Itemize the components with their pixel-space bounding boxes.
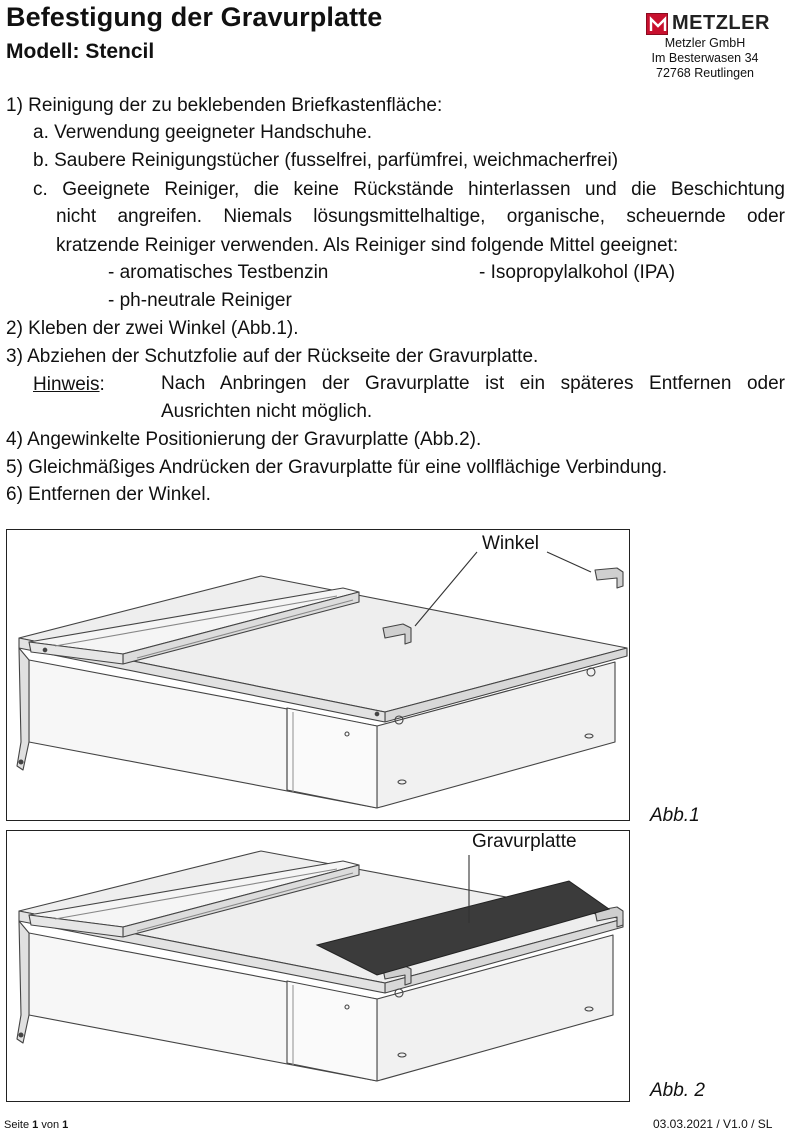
page-subtitle: Modell: Stencil [6, 40, 155, 63]
figure-1 [6, 529, 630, 821]
step-1b: b. Saubere Reinigungstücher (fusselfrei, parfümfrei, weichmacherfrei) [33, 150, 619, 171]
company-logo [646, 12, 770, 35]
step-1c-line: nicht angreifen. Niemals lösungsmittelhaltige, organische, scheuernde oder [56, 206, 785, 227]
figure-2-caption: Abb. 2 [650, 1080, 705, 1101]
mailbox-winkel-drawing [7, 530, 629, 820]
step-6: 6) Entfernen der Winkel. [6, 484, 211, 505]
step-1a: a. Verwendung geeigneter Handschuhe. [33, 122, 373, 143]
cleaner-item: - aromatisches Testbenzin [108, 262, 329, 283]
step-1c-cont [56, 203, 785, 231]
company-address [640, 36, 770, 81]
address-line: 72768 Reutlingen [656, 66, 754, 80]
winkel-callout: Winkel [482, 533, 540, 554]
hinweis-colon: : [99, 374, 105, 395]
step-2: 2) Kleben der zwei Winkel (Abb.1). [6, 318, 299, 339]
page-number [4, 1119, 68, 1131]
hinweis-line: Nach Anbringen der Gravurplatte ist ein späteres Entfernen oder [161, 373, 785, 394]
page-current: 1 [32, 1119, 39, 1131]
hinweis-label [33, 374, 105, 396]
mailbox-gravurplatte-drawing [7, 831, 629, 1101]
step-1c-line: kratzende Reiniger verwenden. Als Reiniger sind folgende Mittel geeignet: [56, 235, 679, 256]
page-total: 1 [62, 1119, 69, 1131]
gravurplatte-callout: Gravurplatte [472, 831, 577, 852]
figure-2 [6, 830, 630, 1102]
logo-text: METZLER [672, 12, 770, 34]
page-title: Befestigung der Gravurplatte [6, 2, 383, 32]
step-1: 1) Reinigung der zu beklebenden Briefkastenfläche: [6, 95, 443, 116]
hinweis-word: Hinweis [33, 374, 100, 395]
address-line: Metzler GmbH [664, 36, 746, 50]
step-4: 4) Angewinkelte Positionierung der Gravurplatte (Abb.2). [6, 429, 482, 450]
document-version: 03.03.2021 / V1.0 / SL [653, 1117, 773, 1131]
step-3: 3) Abziehen der Schutzfolie auf der Rückseite der Gravurplatte. [6, 346, 539, 367]
step-1c-line: c. Geeignete Reiniger, die keine Rückstände hinterlassen und die Beschichtung [33, 179, 785, 200]
address-line: Im Besterwasen 34 [651, 51, 759, 65]
hinweis-line: Ausrichten nicht möglich. [161, 401, 373, 422]
cleaner-item: - Isopropylalkohol (IPA) [479, 262, 676, 283]
hinweis-text [161, 370, 785, 398]
metzler-logo-icon [646, 13, 668, 35]
figure-1-caption: Abb.1 [650, 805, 700, 826]
page-mid: von [38, 1119, 63, 1131]
step-1c [33, 176, 785, 204]
step-5: 5) Gleichmäßiges Andrücken der Gravurplatte für eine vollflächige Verbindung. [6, 457, 668, 478]
cleaner-item: - ph-neutrale Reiniger [108, 290, 292, 311]
page-prefix: Seite [4, 1119, 33, 1131]
